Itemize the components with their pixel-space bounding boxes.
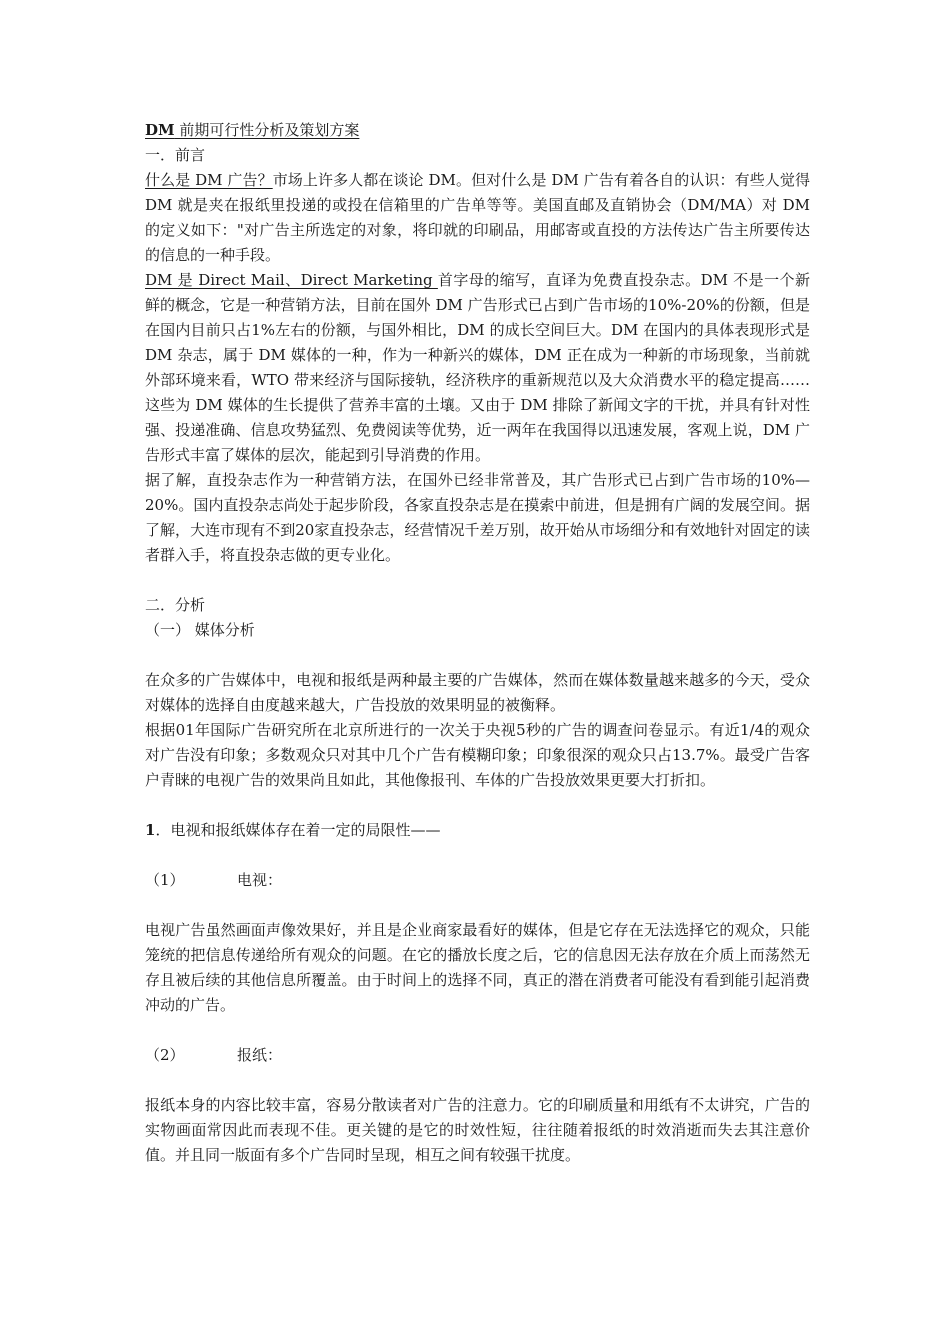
spacer [145, 1018, 810, 1043]
paragraph-1 [145, 168, 810, 268]
list-number: 1 [145, 821, 156, 839]
paragraph-1-text: 市场上许多人都在谈论 DM。但对什么是 DM 广告有着各自的认识：有些人觉得 DM 就是夹在报纸里投递的或投在信箱里的广告单等等。美国直邮及直销协会（DM/MA）对 DM 的定义如下："对广告主所选定的对象，将印就的印刷品，用邮寄或直投的方法传达广告主所要传达的信息的一种手段。 [145, 171, 810, 264]
section-2-heading: 二．分析 [145, 596, 206, 614]
title-strong: DM [145, 121, 175, 139]
paragraph-2-text: 首字母的缩写，直译为免费直投杂志。DM 不是一个新鲜的概念，它是一种营销方法，目前在国外 DM 广告形式已占到广告市场的10%-20%的份额，但是在国内目前只占1%左右的份额，与国外相比，DM 的成长空间巨大。DM 在国内的具体表现形式是 DM 杂志，属于 DM 媒体的一种，作为一种新兴的媒体，DM 正在成为一种新的市场现象，当前就外部环境来看，WTO 带来经济与国际接轨，经济秩序的重新规范以及大众消费水平的稳定提高……这些为 DM 媒体的生长提供了营养丰富的土壤。又由于 DM 排除了新闻文字的干扰，并具有针对性强、投递准确、信息攻势猛烈、免费阅读等优势，近一两年在我国得以迅速发展，客观上说，DM 广告形式丰富了媒体的层次，能起到引导消费的作用。 [145, 271, 810, 464]
item-1-label: 电视： [237, 871, 283, 889]
spacer [145, 793, 810, 818]
spacer [145, 643, 810, 668]
paragraph-2 [145, 268, 810, 468]
spacer [145, 1068, 810, 1093]
spacer [145, 893, 810, 918]
list-heading-1 [145, 818, 810, 843]
subsection-1-heading: （一） 媒体分析 [145, 621, 255, 639]
list-heading-text: ．电视和报纸媒体存在着一定的局限性—— [155, 821, 441, 839]
paragraph-1-link: 什么是 DM 广告？ [145, 171, 273, 189]
item-1-heading [145, 868, 810, 893]
item-1-number: （1） [145, 871, 185, 889]
paragraph-7: 报纸本身的内容比较丰富，容易分散读者对广告的注意力。它的印刷质量和用纸有不太讲究，广告的实物画面常因此而表现不佳。更关键的是它的时效性短，往往随着报纸的时效消逝而失去其注意价值。并且同一版面有多个广告同时呈现，相互之间有较强干扰度。 [145, 1096, 810, 1164]
spacer [145, 843, 810, 868]
paragraph-6: 电视广告虽然画面声像效果好，并且是企业商家最看好的媒体，但是它存在无法选择它的观众，只能笼统的把信息传递给所有观众的问题。在它的播放长度之后，它的信息因无法存放在介质上而荡然无存且被后续的其他信息所覆盖。由于时间上的选择不同，真正的潜在消费者可能没有看到能引起消费冲动的广告。 [145, 921, 810, 1014]
item-2-heading [145, 1043, 810, 1068]
paragraph-2-link: DM 是 Direct Mail、Direct Marketing [145, 271, 438, 289]
section-1-heading: 一．前言 [145, 146, 206, 164]
paragraph-3: 据了解，直投杂志作为一种营销方法，在国外已经非常普及，其广告形式已占到广告市场的10%—20%。国内直投杂志尚处于起步阶段，各家直投杂志是在摸索中前进，但是拥有广阔的发展空间。据了解，大连市现有不到20家直投杂志，经营情况千差万别，故开始从市场细分和有效地针对固定的读者群入手，将直投杂志做的更专业化。 [145, 471, 810, 564]
document-title [145, 118, 810, 143]
spacer [145, 568, 810, 593]
item-2-label: 报纸： [237, 1046, 283, 1064]
item-2-number: （2） [145, 1046, 185, 1064]
title-rest: 前期可行性分析及策划方案 [174, 121, 360, 139]
paragraph-4: 在众多的广告媒体中，电视和报纸是两种最主要的广告媒体，然而在媒体数量越来越多的今天，受众对媒体的选择自由度越来越大，广告投放的效果明显的被衡释。 [145, 671, 810, 714]
paragraph-5: 根据01年国际广告研究所在北京所进行的一次关于央视5秒的广告的调查问卷显示。有近1/4的观众对广告没有印象；多数观众只对其中几个广告有模糊印象；印象很深的观众只占13.7%。最受广告客户青睐的电视广告的效果尚且如此，其他像报刊、车体的广告投放效果更要大打折扣。 [145, 721, 810, 789]
